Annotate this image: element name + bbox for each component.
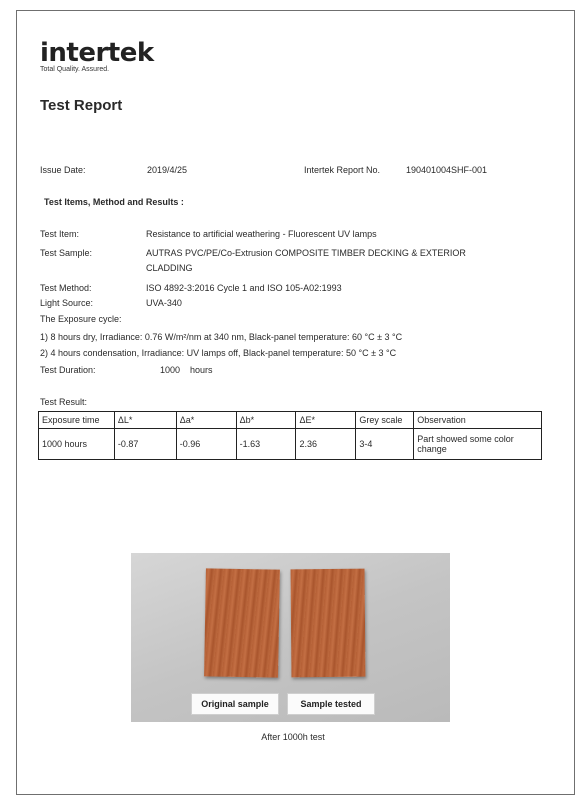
exposure-cycle-label: The Exposure cycle: xyxy=(40,314,122,324)
cell-exposure-time: 1000 hours xyxy=(39,429,115,460)
cell-delta-e: 2.36 xyxy=(296,429,356,460)
tested-sample-label: Sample tested xyxy=(287,693,375,715)
cell-grey-scale: 3-4 xyxy=(356,429,414,460)
header-observation: Observation xyxy=(414,412,542,429)
sample-photo xyxy=(131,553,450,722)
original-sample-label: Original sample xyxy=(191,693,279,715)
test-duration-value: 1000 hours xyxy=(160,365,213,375)
logo-tagline: Total Quality. Assured. xyxy=(40,66,110,73)
intertek-logo xyxy=(40,38,154,73)
tested-sample-plank xyxy=(291,569,366,678)
cell-observation: Part showed some color change xyxy=(414,429,542,460)
light-source-label: Light Source: xyxy=(40,298,94,308)
test-result-label: Test Result: xyxy=(40,397,88,407)
light-source-value: UVA-340 xyxy=(146,298,182,308)
header-delta-e: ΔE* xyxy=(296,412,356,429)
header-delta-a: Δa* xyxy=(176,412,236,429)
test-duration-label: Test Duration: xyxy=(40,365,96,375)
report-no-label: Intertek Report No. xyxy=(304,165,381,175)
header-exposure-time: Exposure time xyxy=(39,412,115,429)
table-header-row xyxy=(39,412,542,429)
test-sample-label: Test Sample: xyxy=(40,248,93,258)
page-title: Test Report xyxy=(40,97,123,114)
exposure-cycle-2: 2) 4 hours condensation, Irradiance: UV lamps off, Black-panel temperature: 50 °C ± 3 °C xyxy=(40,348,397,358)
table-row xyxy=(39,429,542,460)
photo-caption: After 1000h test xyxy=(261,732,325,742)
test-item-value: Resistance to artificial weathering - Fluorescent UV lamps xyxy=(146,229,377,239)
test-sample-value-line1: AUTRAS PVC/PE/Co-Extrusion COMPOSITE TIMBER DECKING & EXTERIOR xyxy=(146,248,466,258)
test-method-label: Test Method: xyxy=(40,283,92,293)
issue-date-label: Issue Date: xyxy=(40,165,86,175)
test-result-table xyxy=(38,411,542,460)
exposure-cycle-1: 1) 8 hours dry, Irradiance: 0.76 W/m²/nm at 340 nm, Black-panel temperature: 60 °C ± 3 °C xyxy=(40,332,403,342)
header-grey-scale: Grey scale xyxy=(356,412,414,429)
test-method-value: ISO 4892-3:2016 Cycle 1 and ISO 105-A02:1993 xyxy=(146,283,342,293)
cell-delta-l: -0.87 xyxy=(114,429,176,460)
header-delta-b: Δb* xyxy=(236,412,296,429)
section-heading: Test Items, Method and Results : xyxy=(44,197,184,207)
logo-wordmark: intertek xyxy=(40,38,154,68)
report-no-value: 190401004SHF-001 xyxy=(406,165,488,175)
cell-delta-b: -1.63 xyxy=(236,429,296,460)
header-delta-l: ΔL* xyxy=(114,412,176,429)
original-sample-plank xyxy=(204,568,280,677)
cell-delta-a: -0.96 xyxy=(176,429,236,460)
issue-date-value: 2019/4/25 xyxy=(147,165,188,175)
test-sample-value-line2: CLADDING xyxy=(146,263,193,273)
test-item-label: Test Item: xyxy=(40,229,80,239)
